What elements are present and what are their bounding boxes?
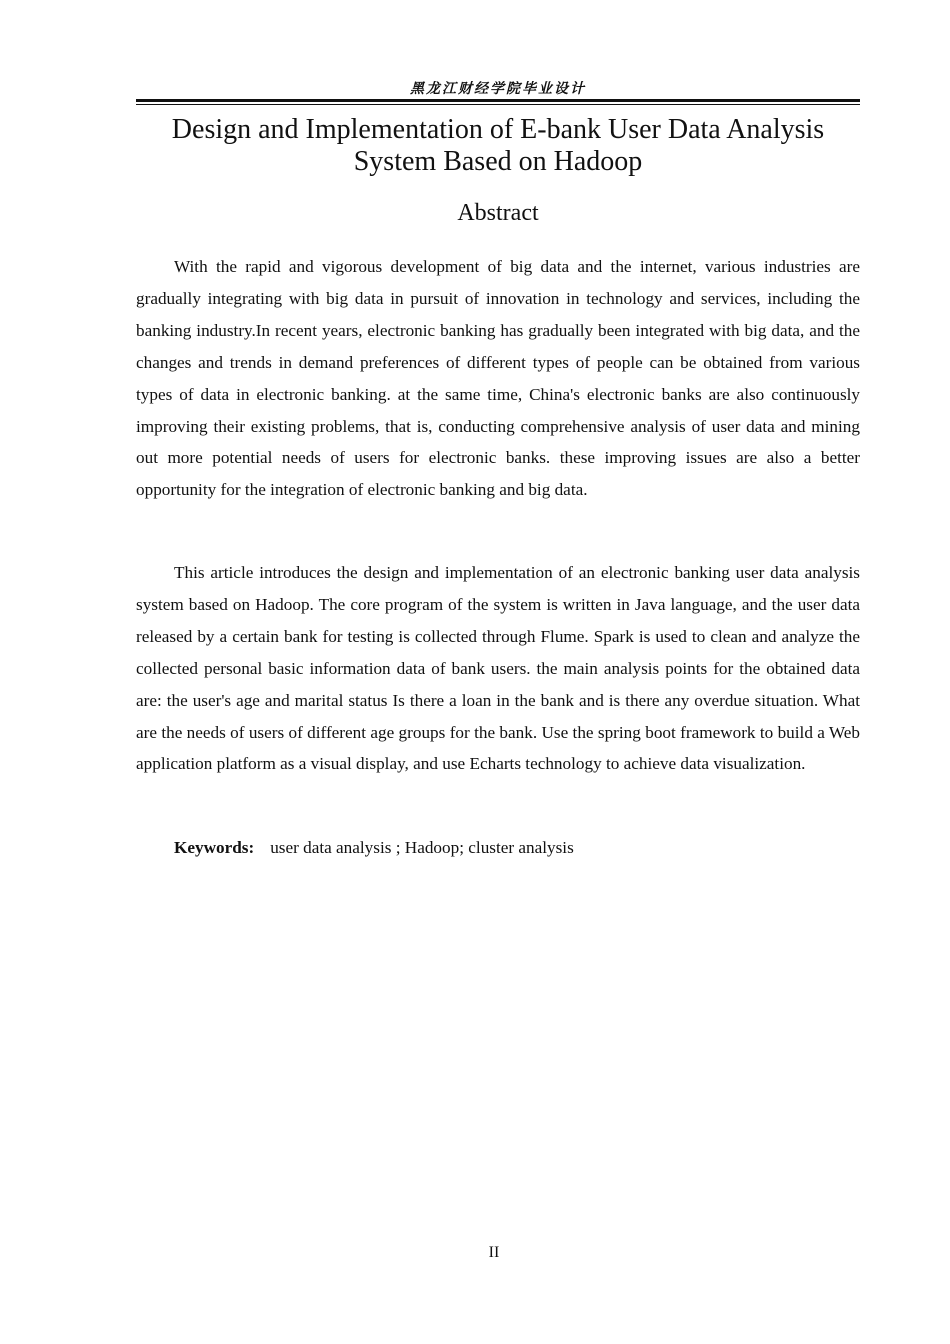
abstract-paragraph: With the rapid and vigorous development of big data and the internet, various industries are gradually integrating with big data in pursuit of innovation in technology and services, including the banking industry.In recent years, electronic banking has gradually been integrated with big data, and the changes and trends in demand preferences of different types of people can be obtained from various types of data in electronic banking. at the same time, China's electronic banks are also continuously improving their existing problems, that is, conducting comprehensive analysis of user data and mining out more potential needs of users for electronic banks. these improving issues are also a better opportunity for the integration of electronic banking and big data. [136, 257, 860, 500]
keywords-text: user data analysis ; Hadoop; cluster analysis [270, 838, 574, 857]
running-header: 黑龙江财经学院毕业设计 [410, 81, 586, 97]
page-number: II [488, 1244, 500, 1261]
abstract-paragraph: This article introduces the design and implementation of an electronic banking user data analysis system based on Hadoop. The core program of the system is written in Java language, and the user data released by a certain bank for testing is collected through Flume. Spark is used to clean and analyze the collected personal basic information data of bank users. the main analysis points for the obtained data are: the user's age and marital status Is there a loan in the bank and is there any overdue situation. What are the needs of users of different age groups for the bank. Use the spring boot framework to build a Web application platform as a visual display, and use Echarts technology to achieve data visualization. [136, 563, 860, 774]
header-rule [136, 99, 860, 105]
keywords-label: Keywords: [174, 838, 255, 857]
title-line-2: System Based on Hadoop [353, 146, 643, 177]
keywords-line [174, 832, 860, 864]
document-title [136, 114, 860, 178]
title-line-1: Design and Implementation of E-bank User Data Analysis [171, 114, 825, 145]
abstract-heading: Abstract [457, 200, 539, 226]
